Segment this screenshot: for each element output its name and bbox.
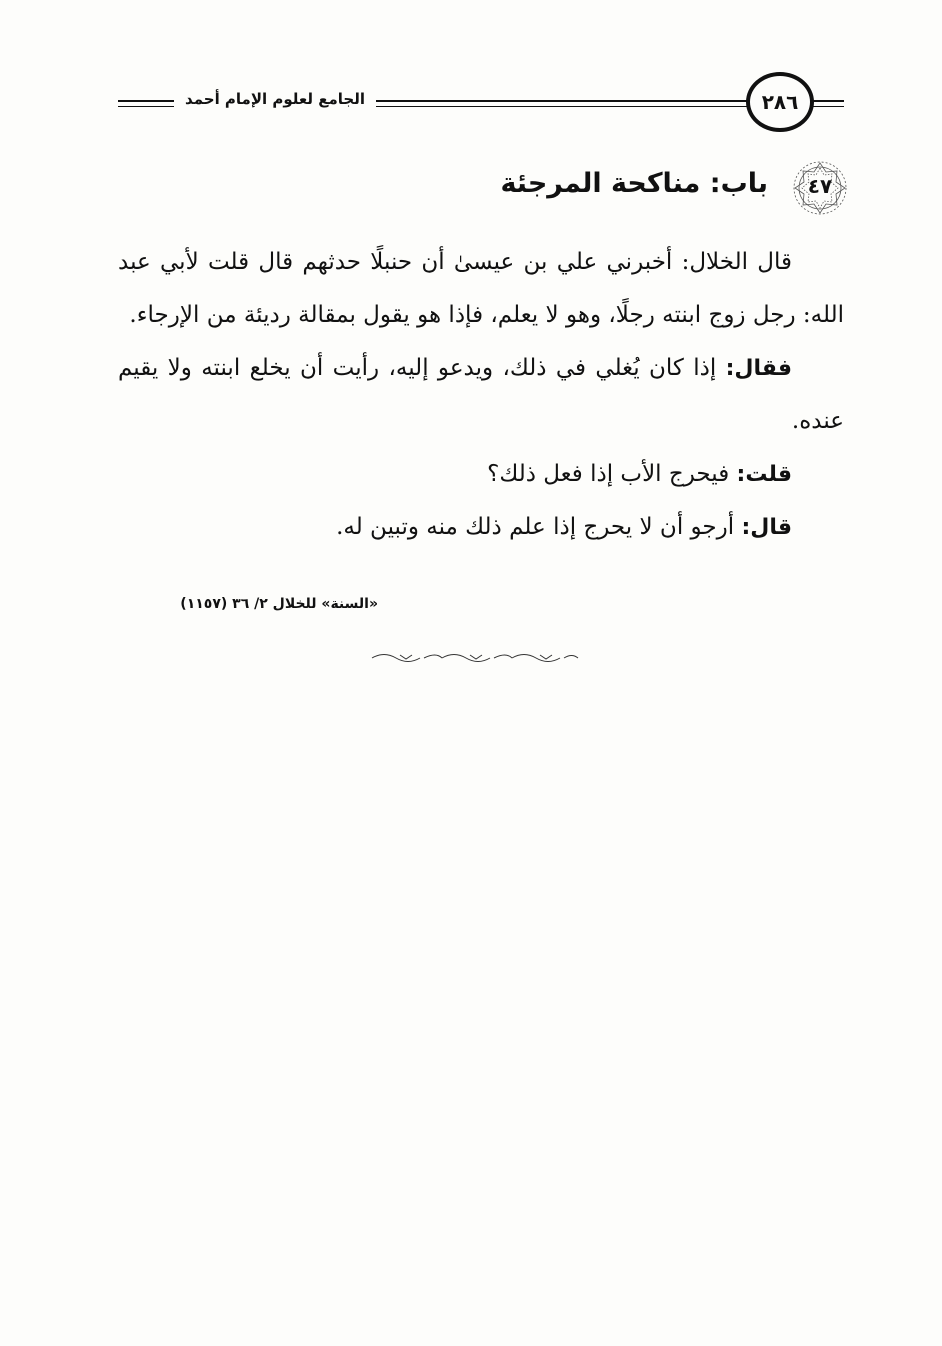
body-text bbox=[118, 236, 844, 554]
paragraph-3 bbox=[118, 448, 844, 501]
paragraph-2 bbox=[118, 342, 844, 448]
chapter-number: ٤٧ bbox=[807, 174, 833, 198]
header-rule-right bbox=[812, 100, 844, 102]
book-title: الجامع لعلوم الإمام أحمد bbox=[174, 90, 376, 108]
paragraph-text: فيحرج الأب إذا فعل ذلك؟ bbox=[487, 461, 737, 487]
paragraph-lead: قال: bbox=[741, 515, 792, 540]
section-end-ornament-icon bbox=[370, 650, 580, 664]
paragraph-text: أرجو أن لا يحرج إذا علم ذلك منه وتبين له. bbox=[336, 514, 742, 540]
paragraph-4 bbox=[118, 501, 844, 554]
header-rule-middle-thin bbox=[376, 106, 748, 107]
paragraph-1 bbox=[118, 236, 844, 342]
chapter-title: باب: مناكحة المرجئة bbox=[500, 168, 768, 199]
header-rule-right-thin bbox=[812, 106, 844, 107]
source-citation: «السنة» للخلال ٢/ ٣٦ (١١٥٧) bbox=[180, 596, 378, 612]
header-rule-middle bbox=[376, 100, 748, 102]
page-number: ٢٨٦ bbox=[746, 72, 814, 132]
paragraph-lead: قلت: bbox=[736, 462, 792, 487]
paragraph-text: إذا كان يُغلي في ذلك، ويدعو إليه، رأيت أن يخلع ابنته ولا يقيم عنده. bbox=[118, 355, 844, 434]
paragraph-lead: فقال: bbox=[725, 356, 792, 381]
chapter-number-badge bbox=[792, 160, 848, 216]
header-rule-left-thin bbox=[118, 106, 174, 107]
running-header bbox=[118, 70, 844, 140]
header-rule-left bbox=[118, 100, 174, 102]
chapter-heading bbox=[118, 160, 848, 220]
paragraph-text: قال الخلال: أخبرني علي بن عيسىٰ أن حنبلًا حدثهم قال قلت لأبي عبد الله: رجل زوج ابنته رجلًا، وهو لا يعلم، فإذا هو يقول بمقالة رديئة من الإرجاء. bbox=[118, 249, 844, 328]
